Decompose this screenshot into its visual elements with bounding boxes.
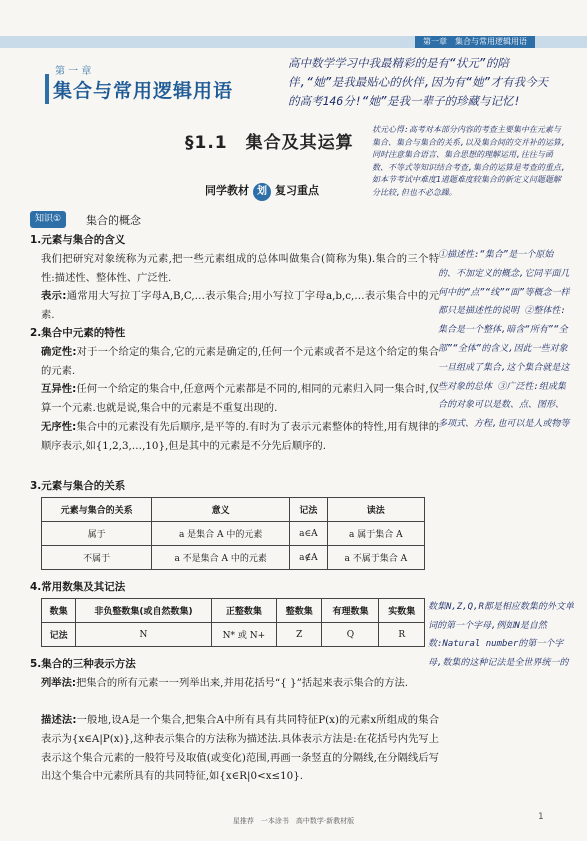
table-cell: a 是集合 A 中的元素 <box>152 522 290 546</box>
table-cell: a∉A <box>290 546 327 570</box>
table-header-cell: 整数集 <box>276 599 322 623</box>
table-header-row <box>42 599 425 623</box>
paragraph-unordered <box>41 418 439 456</box>
table-cell: Z <box>276 623 322 647</box>
description-text: 一般地,设A是一个集合,把集合A中所有具有共同特征P(x)的元素x所组成的集合表示为{x∈A|P(x)},这种表示集合的方法称为描述法.具体表示方法是:在花括号内先写上表示这个集合元素的一般符号及取值(或变化)范围,再画一条竖直的分隔线,在分隔线后写出这个集合中元素所具有的共同特征,如{x∈R|0<x≤10}. <box>41 714 439 783</box>
table-cell: 属于 <box>42 522 152 546</box>
table-cell: a 不是集合 A 中的元素 <box>152 546 290 570</box>
review-heading <box>205 182 319 201</box>
determinacy-text: 对于一个给定的集合,它的元素是确定的,任何一个元素或者不是这个给定的集合的元素. <box>41 346 439 377</box>
chapter-number: 第 一 章 <box>55 66 92 77</box>
knowledge-title: 集合的概念 <box>86 214 141 227</box>
heading-3: 3.元素与集合的关系 <box>30 480 126 492</box>
table-header-cell: 非负整数集(或自然数集) <box>76 599 212 623</box>
unordered-label: 无序性: <box>41 421 77 433</box>
handwritten-top-note: 高中数学学习中我最精彩的是有“状元”的陪伴,“她”是我最贴心的伙伴,因为有“她”才有我今天的高考146分!“她”是我一辈子的珍藏与记忆! <box>288 56 549 108</box>
chapter-tag: 第一章 集合与常用逻辑用语 <box>415 36 535 48</box>
table-header-cell: 数集 <box>42 599 76 623</box>
unordered-text: 集合中的元素没有先后顺序,是平等的.有时为了表示元素整体的特性,用有规律的顺序表示,如{1,2,3,…,10},但是其中的元素是不分先后顺序的. <box>41 421 439 452</box>
heading-5: 5.集合的三种表示方法 <box>30 658 136 670</box>
roster-text: 把集合的所有元素一一列举出来,并用花括号“{ }”括起来表示集合的方法. <box>76 677 409 689</box>
element-relation-table <box>41 497 425 570</box>
knowledge-tag: 知识① <box>30 211 66 228</box>
chapter-accent-bar <box>45 74 49 104</box>
table-cell: Q <box>322 623 379 647</box>
table-header-cell: 意义 <box>152 498 290 522</box>
handwritten-side-note-2: ①描述性:“集合”是一个原始的、不加定义的概念,它同平面几何中的“点”“线”“面”等概念一样都只是描述性的说明 ②整体性:集合是一个整体,暗含“所有”“全部”“全体”的含义,因此一些对象一旦组成了集合,这个集合就是这些对象的总体 ③广泛性:组成集合的对象可以是数、点、图形、多项式、方程,也可以是人或物等 <box>438 250 570 430</box>
paragraph-notation <box>41 287 439 325</box>
table-header-cell: 记法 <box>290 498 327 522</box>
section-title: §1.1 集合及其运算 <box>185 133 354 153</box>
table-cell: N <box>76 623 212 647</box>
page-number: 1 <box>538 812 544 822</box>
table-cell: N* 或 N+ <box>211 623 276 647</box>
determinacy-label: 确定性: <box>41 346 77 358</box>
table-cell: 不属于 <box>42 546 152 570</box>
heading-2: 2.集合中元素的特性 <box>30 327 126 339</box>
distinctness-label: 互异性: <box>41 383 77 395</box>
table-row <box>42 522 425 546</box>
table-header-cell: 读法 <box>327 498 424 522</box>
table-row <box>42 546 425 570</box>
review-circle-icon: 划 <box>253 183 271 201</box>
description-label: 描述法: <box>41 714 77 726</box>
review-left: 同学教材 <box>205 184 249 197</box>
heading-4: 4.常用数集及其记法 <box>30 581 126 593</box>
handwritten-side-note-3: 数集N,Z,Q,R都是相应数集的外文单词的第一个字母,例如N是自然数:Natural number的第一个字母,数集的这种记法是全世界统一的 <box>428 602 574 668</box>
table-cell: a∈A <box>290 522 327 546</box>
table-row <box>42 623 425 647</box>
table-header-cell: 有理数集 <box>322 599 379 623</box>
paragraph-description-method <box>41 711 439 786</box>
heading-1: 1.元素与集合的含义 <box>30 234 126 246</box>
paragraph-definition: 我们把研究对象统称为元素,把一些元素组成的总体叫做集合(简称为集).集合的三个特性:描述性、整体性、广泛性. <box>41 253 439 284</box>
notation-text: 通常用大写拉丁字母A,B,C,…表示集合;用小写拉丁字母a,b,c,…表示集合中的元素. <box>41 290 439 321</box>
table-cell: R <box>379 623 425 647</box>
chapter-title: 集合与常用逻辑用语 <box>53 80 234 102</box>
number-sets-table <box>41 598 425 647</box>
distinctness-text: 任何一个给定的集合中,任意两个元素都是不同的,相同的元素归入同一集合时,仅算一个元素.也就是说,集合中的元素是不重复出现的. <box>41 383 439 414</box>
paragraph-roster-method <box>41 674 439 693</box>
review-right: 复习重点 <box>275 184 319 197</box>
table-header-cell: 实数集 <box>379 599 425 623</box>
footer-text: 星推荐 一本涂书 高中数学·新教材版 <box>232 817 355 825</box>
table-header-cell: 记法 <box>42 623 76 647</box>
table-cell: a 不属于集合 A <box>327 546 424 570</box>
table-header-row <box>42 498 425 522</box>
handwritten-side-note-1: 状元心得:高考对本部分内容的考查主要集中在元素与集合、集合与集合的关系,以及集合间的交并补的运算,同时注意集合语言、集合思想的理解运用,往往与函数、不等式等知识结合考查,集合的运算是考查的重点,如本节考试中难度1道题难度较集合的新定义问题题解分比较,但也不必急躁。 <box>372 125 566 197</box>
roster-label: 列举法: <box>41 677 77 689</box>
paragraph-determinacy <box>41 343 439 381</box>
notation-label: 表示: <box>41 290 67 302</box>
paragraph-distinctness <box>41 380 439 418</box>
table-header-cell: 正整数集 <box>211 599 276 623</box>
table-header-cell: 元素与集合的关系 <box>42 498 152 522</box>
table-cell: a 属于集合 A <box>327 522 424 546</box>
